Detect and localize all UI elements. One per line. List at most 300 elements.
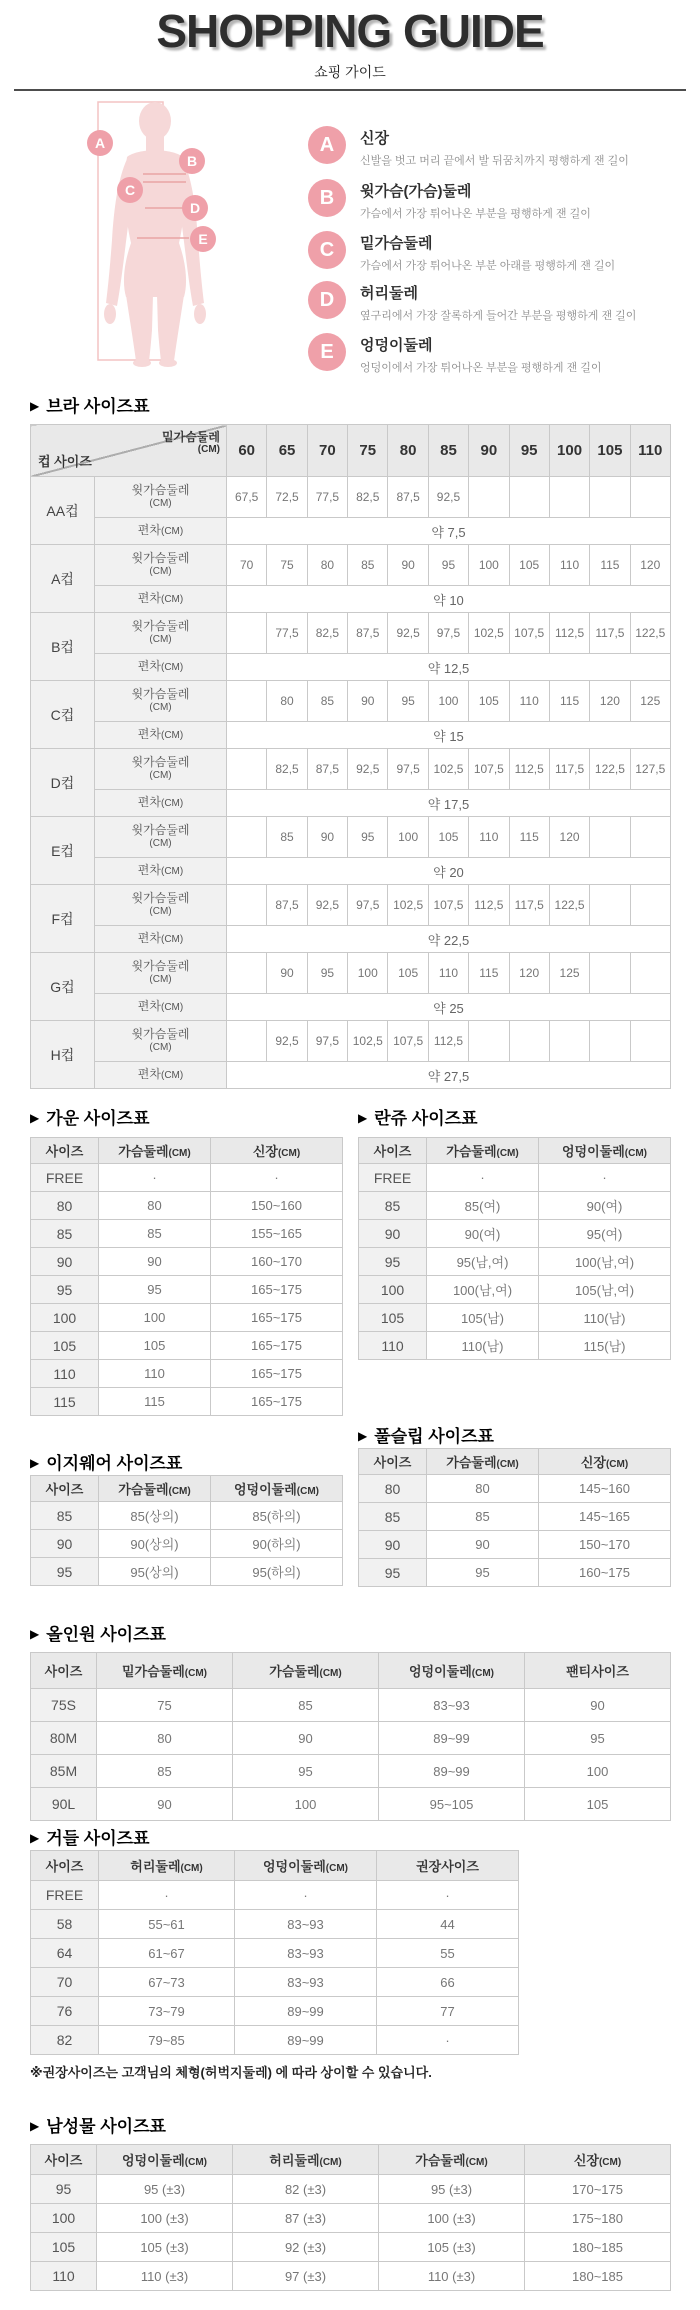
bust-value-cell: 110 bbox=[469, 817, 509, 858]
bust-value-cell: 90 bbox=[307, 817, 347, 858]
cup-deviation-row bbox=[31, 654, 671, 681]
measurement-desc: 가슴에서 가장 튀어나온 부분 아래를 평행하게 잰 길이 bbox=[360, 260, 616, 272]
cup-deviation-row bbox=[31, 1062, 671, 1089]
size-cell: 80 bbox=[359, 1475, 427, 1503]
band-size-header: 85 bbox=[428, 425, 468, 477]
value-cell: 75 bbox=[97, 1689, 233, 1722]
size-cell: 95 bbox=[359, 1248, 427, 1276]
cup-deviation-row bbox=[31, 722, 671, 749]
value-cell: 95 bbox=[99, 1276, 211, 1304]
band-size-header: 75 bbox=[348, 425, 388, 477]
mens-section-heading bbox=[30, 2112, 166, 2137]
value-cell: 55~61 bbox=[99, 1910, 235, 1939]
deviation-value-cell: 약 22,5 bbox=[227, 926, 671, 953]
value-cell: 80 bbox=[99, 1192, 211, 1220]
measurement-name: 밑가슴둘레 bbox=[360, 235, 433, 252]
measurement-desc: 옆구리에서 가장 잘록하게 들어간 부분을 평행하게 잰 길이 bbox=[360, 310, 637, 322]
cup-measure-row bbox=[31, 545, 671, 586]
value-cell: 110(남) bbox=[539, 1304, 671, 1332]
table-row bbox=[31, 1164, 343, 1192]
bust-value-cell: 82,5 bbox=[267, 749, 307, 790]
band-size-header: 60 bbox=[227, 425, 267, 477]
value-cell: 83~93 bbox=[235, 1939, 377, 1968]
row-label: 윗가슴둘레 (CM) bbox=[95, 545, 227, 586]
value-cell: 100 bbox=[525, 1755, 671, 1788]
size-cell: FREE bbox=[31, 1164, 99, 1192]
ranju-size-table bbox=[358, 1137, 671, 1360]
bust-value-cell: 100 bbox=[469, 545, 509, 586]
size-cell: 105 bbox=[359, 1304, 427, 1332]
bust-value-cell: 95 bbox=[428, 545, 468, 586]
measurement-badge-icon: C bbox=[308, 231, 346, 269]
size-cell: 95 bbox=[31, 1558, 99, 1586]
value-cell: 100 bbox=[233, 1788, 379, 1821]
cup-deviation-row bbox=[31, 790, 671, 817]
value-cell: 89~99 bbox=[235, 1997, 377, 2026]
table-row bbox=[31, 1276, 343, 1304]
fullslip-section-heading bbox=[358, 1422, 494, 1447]
bust-value-cell: 77,5 bbox=[267, 613, 307, 654]
value-cell: · bbox=[211, 1164, 343, 1192]
section-arrow-icon: ▶ bbox=[30, 1111, 40, 1125]
bust-value-cell: 97,5 bbox=[348, 885, 388, 926]
bust-value-cell: 125 bbox=[630, 681, 670, 722]
column-header: 엉덩이둘레(CM) bbox=[539, 1138, 671, 1164]
allinone-size-table bbox=[30, 1652, 671, 1821]
bust-value-cell: 107,5 bbox=[469, 749, 509, 790]
measurement-legend-item bbox=[308, 179, 688, 221]
value-cell: 79~85 bbox=[99, 2026, 235, 2055]
table-row bbox=[31, 1304, 343, 1332]
value-cell: 160~170 bbox=[211, 1248, 343, 1276]
value-cell: · bbox=[539, 1164, 671, 1192]
marker-e-icon: E bbox=[190, 226, 216, 252]
column-header: 사이즈 bbox=[359, 1138, 427, 1164]
bust-value-cell: 112,5 bbox=[428, 1021, 468, 1062]
column-header: 엉덩이둘레(CM) bbox=[211, 1476, 343, 1502]
value-cell: 180~185 bbox=[525, 2262, 671, 2291]
cup-measure-row bbox=[31, 477, 671, 518]
value-cell: 110 (±3) bbox=[97, 2262, 233, 2291]
value-cell: · bbox=[99, 1881, 235, 1910]
section-arrow-icon: ▶ bbox=[30, 1831, 40, 1845]
bust-value-cell: 100 bbox=[428, 681, 468, 722]
bust-value-cell: 87,5 bbox=[267, 885, 307, 926]
section-title: 이지웨어 사이즈표 bbox=[46, 1454, 183, 1473]
value-cell: 85(여) bbox=[427, 1192, 539, 1220]
column-header: 가슴둘레(CM) bbox=[427, 1449, 539, 1475]
size-cell: 90 bbox=[31, 1248, 99, 1276]
table-row bbox=[359, 1503, 671, 1531]
measurement-badge-icon: D bbox=[308, 281, 346, 319]
bust-value-cell: 107,5 bbox=[428, 885, 468, 926]
value-cell: 90(여) bbox=[427, 1220, 539, 1248]
bust-value-cell: 95 bbox=[388, 681, 428, 722]
bust-value-cell: 72,5 bbox=[267, 477, 307, 518]
body-measurement-diagram bbox=[0, 95, 700, 375]
marker-b-icon: B bbox=[179, 148, 205, 174]
size-cell: 64 bbox=[31, 1939, 99, 1968]
bust-value-cell bbox=[630, 885, 670, 926]
value-cell: 90(여) bbox=[539, 1192, 671, 1220]
deviation-value-cell: 약 27,5 bbox=[227, 1062, 671, 1089]
bust-value-cell bbox=[590, 477, 630, 518]
column-header: 가슴둘레(CM) bbox=[99, 1476, 211, 1502]
deviation-value-cell: 약 20 bbox=[227, 858, 671, 885]
band-size-header: 90 bbox=[469, 425, 509, 477]
value-cell: 95 bbox=[233, 1755, 379, 1788]
table-row bbox=[31, 1910, 519, 1939]
row-label: 윗가슴둘레 (CM) bbox=[95, 681, 227, 722]
row-label: 윗가슴둘레 (CM) bbox=[95, 749, 227, 790]
table-row bbox=[31, 2233, 671, 2262]
value-cell: 115(남) bbox=[539, 1332, 671, 1360]
section-arrow-icon: ▶ bbox=[358, 1429, 368, 1443]
column-header: 가슴둘레(CM) bbox=[379, 2145, 525, 2175]
bust-value-cell: 82,5 bbox=[307, 613, 347, 654]
cup-size-label: H컵 bbox=[31, 1021, 95, 1089]
bust-value-cell bbox=[630, 477, 670, 518]
column-header: 신장(CM) bbox=[539, 1449, 671, 1475]
table-row bbox=[359, 1248, 671, 1276]
bust-value-cell: 120 bbox=[549, 817, 589, 858]
size-cell: 90 bbox=[359, 1220, 427, 1248]
table-row bbox=[31, 1530, 343, 1558]
mens-table bbox=[30, 2144, 671, 2291]
table-row bbox=[359, 1332, 671, 1360]
measurement-desc: 신발을 벗고 머리 끝에서 발 뒤꿈치까지 평행하게 잰 길이 bbox=[360, 155, 629, 167]
size-cell: 90L bbox=[31, 1788, 97, 1821]
column-header: 사이즈 bbox=[31, 2145, 97, 2175]
size-cell: 90 bbox=[359, 1531, 427, 1559]
cup-size-label: D컵 bbox=[31, 749, 95, 817]
value-cell: 145~165 bbox=[539, 1503, 671, 1531]
allinone-table bbox=[30, 1652, 671, 1821]
bust-value-cell: 105 bbox=[509, 545, 549, 586]
table-row bbox=[31, 1755, 671, 1788]
column-header: 사이즈 bbox=[359, 1449, 427, 1475]
section-arrow-icon: ▶ bbox=[358, 1111, 368, 1125]
bust-value-cell bbox=[509, 1021, 549, 1062]
bust-value-cell: 85 bbox=[267, 817, 307, 858]
bust-value-cell bbox=[469, 477, 509, 518]
table-row bbox=[31, 1332, 343, 1360]
deviation-label: 편차(CM) bbox=[95, 858, 227, 885]
measurement-name: 윗가슴(가슴)둘레 bbox=[360, 183, 472, 200]
column-header: 가슴둘레(CM) bbox=[233, 1653, 379, 1689]
measurement-desc: 엉덩이에서 가장 튀어나온 부분을 평행하게 잰 길이 bbox=[360, 362, 602, 374]
value-cell: 92 (±3) bbox=[233, 2233, 379, 2262]
size-cell: 58 bbox=[31, 1910, 99, 1939]
bust-value-cell: 117,5 bbox=[509, 885, 549, 926]
bust-value-cell bbox=[630, 817, 670, 858]
table-row bbox=[359, 1559, 671, 1587]
value-cell: 105 (±3) bbox=[379, 2233, 525, 2262]
value-cell: 80 bbox=[97, 1722, 233, 1755]
mens-size-table bbox=[30, 2144, 671, 2291]
bust-value-cell: 115 bbox=[549, 681, 589, 722]
size-cell: 70 bbox=[31, 1968, 99, 1997]
band-size-header: 110 bbox=[630, 425, 670, 477]
size-cell: FREE bbox=[31, 1881, 99, 1910]
value-cell: 165~175 bbox=[211, 1332, 343, 1360]
bust-value-cell bbox=[227, 681, 267, 722]
column-header: 권장사이즈 bbox=[377, 1851, 519, 1881]
table-row bbox=[31, 2262, 671, 2291]
bust-value-cell: 102,5 bbox=[348, 1021, 388, 1062]
deviation-value-cell: 약 10 bbox=[227, 586, 671, 613]
bust-value-cell bbox=[227, 885, 267, 926]
bust-value-cell: 112,5 bbox=[549, 613, 589, 654]
section-title: 올인원 사이즈표 bbox=[46, 1625, 166, 1644]
table-row bbox=[359, 1164, 671, 1192]
value-cell: 100 bbox=[99, 1304, 211, 1332]
section-arrow-icon: ▶ bbox=[30, 1456, 40, 1470]
page-subtitle: 쇼핑 가이드 bbox=[314, 64, 386, 80]
column-header: 허리둘레(CM) bbox=[99, 1851, 235, 1881]
cup-measure-row bbox=[31, 817, 671, 858]
column-header: 가슴둘레(CM) bbox=[427, 1138, 539, 1164]
bust-value-cell: 117,5 bbox=[590, 613, 630, 654]
table-row bbox=[31, 1502, 343, 1530]
value-cell: 105 bbox=[99, 1332, 211, 1360]
bust-value-cell: 117,5 bbox=[549, 749, 589, 790]
table-row bbox=[31, 1968, 519, 1997]
value-cell: 83~93 bbox=[235, 1910, 377, 1939]
table-row bbox=[31, 1192, 343, 1220]
value-cell: 160~175 bbox=[539, 1559, 671, 1587]
bust-value-cell: 115 bbox=[509, 817, 549, 858]
size-cell: 100 bbox=[359, 1276, 427, 1304]
size-cell: 115 bbox=[31, 1388, 99, 1416]
section-arrow-icon: ▶ bbox=[30, 399, 40, 413]
column-header: 사이즈 bbox=[31, 1653, 97, 1689]
measurement-name: 엉덩이둘레 bbox=[360, 337, 433, 354]
cup-deviation-row bbox=[31, 518, 671, 545]
value-cell: 150~170 bbox=[539, 1531, 671, 1559]
table-row bbox=[359, 1304, 671, 1332]
ranju-section-heading bbox=[358, 1104, 478, 1129]
bust-value-cell bbox=[227, 817, 267, 858]
value-cell: 100(남,여) bbox=[427, 1276, 539, 1304]
size-cell: 110 bbox=[31, 1360, 99, 1388]
cup-size-label: A컵 bbox=[31, 545, 95, 613]
value-cell: 83~93 bbox=[379, 1689, 525, 1722]
value-cell: 77 bbox=[377, 1997, 519, 2026]
bust-value-cell: 105 bbox=[388, 953, 428, 994]
easywear-section-heading bbox=[30, 1449, 182, 1474]
bust-value-cell: 122,5 bbox=[549, 885, 589, 926]
cup-size-label: G컵 bbox=[31, 953, 95, 1021]
cup-size-label: B컵 bbox=[31, 613, 95, 681]
page-title: SHOPPING GUIDE bbox=[156, 5, 544, 57]
value-cell: 85 bbox=[233, 1689, 379, 1722]
bust-value-cell bbox=[630, 1021, 670, 1062]
band-size-header: 95 bbox=[509, 425, 549, 477]
deviation-label: 편차(CM) bbox=[95, 722, 227, 749]
bust-value-cell: 67,5 bbox=[227, 477, 267, 518]
bust-value-cell: 125 bbox=[549, 953, 589, 994]
bust-value-cell: 90 bbox=[388, 545, 428, 586]
row-label: 윗가슴둘레 (CM) bbox=[95, 953, 227, 994]
value-cell: 85 bbox=[97, 1755, 233, 1788]
bust-value-cell: 87,5 bbox=[307, 749, 347, 790]
band-cup-corner-header bbox=[31, 425, 227, 477]
cup-size-label: F컵 bbox=[31, 885, 95, 953]
value-cell: 165~175 bbox=[211, 1276, 343, 1304]
deviation-label: 편차(CM) bbox=[95, 654, 227, 681]
value-cell: 85(하의) bbox=[211, 1502, 343, 1530]
value-cell: 85(상의) bbox=[99, 1502, 211, 1530]
value-cell: 165~175 bbox=[211, 1360, 343, 1388]
measurement-badge-icon: A bbox=[308, 126, 346, 164]
value-cell: 83~93 bbox=[235, 1968, 377, 1997]
value-cell: · bbox=[235, 1881, 377, 1910]
value-cell: 115 bbox=[99, 1388, 211, 1416]
table-row bbox=[31, 1881, 519, 1910]
fullslip-table bbox=[358, 1448, 671, 1587]
measurement-name: 신장 bbox=[360, 130, 389, 147]
value-cell: 95(남,여) bbox=[427, 1248, 539, 1276]
bust-value-cell: 122,5 bbox=[590, 749, 630, 790]
bust-value-cell: 120 bbox=[590, 681, 630, 722]
value-cell: 85 bbox=[99, 1220, 211, 1248]
table-row bbox=[359, 1192, 671, 1220]
gown-section-heading bbox=[30, 1104, 150, 1129]
cup-measure-row bbox=[31, 953, 671, 994]
cup-measure-row bbox=[31, 749, 671, 790]
table-row bbox=[31, 2175, 671, 2204]
table-row bbox=[31, 1939, 519, 1968]
band-size-header: 105 bbox=[590, 425, 630, 477]
fullslip-size-table bbox=[358, 1448, 671, 1587]
deviation-label: 편차(CM) bbox=[95, 1062, 227, 1089]
table-row bbox=[359, 1475, 671, 1503]
bust-value-cell: 97,5 bbox=[428, 613, 468, 654]
size-cell: 105 bbox=[31, 1332, 99, 1360]
value-cell: 67~73 bbox=[99, 1968, 235, 1997]
size-cell: 76 bbox=[31, 1997, 99, 2026]
bust-value-cell: 105 bbox=[469, 681, 509, 722]
cup-size-label: E컵 bbox=[31, 817, 95, 885]
table-row bbox=[31, 1722, 671, 1755]
row-label: 윗가슴둘레 (CM) bbox=[95, 885, 227, 926]
cup-measure-row bbox=[31, 885, 671, 926]
value-cell: 80 bbox=[427, 1475, 539, 1503]
table-row bbox=[359, 1276, 671, 1304]
deviation-value-cell: 약 7,5 bbox=[227, 518, 671, 545]
bust-value-cell: 127,5 bbox=[630, 749, 670, 790]
value-cell: · bbox=[377, 1881, 519, 1910]
value-cell: 95(여) bbox=[539, 1220, 671, 1248]
band-size-header: 65 bbox=[267, 425, 307, 477]
size-cell: 105 bbox=[31, 2233, 97, 2262]
measurement-legend-item bbox=[308, 281, 688, 323]
bust-value-cell: 100 bbox=[348, 953, 388, 994]
cup-measure-row bbox=[31, 681, 671, 722]
table-row bbox=[31, 1220, 343, 1248]
bust-value-cell bbox=[549, 477, 589, 518]
value-cell: 89~99 bbox=[235, 2026, 377, 2055]
value-cell: 61~67 bbox=[99, 1939, 235, 1968]
ranju-table bbox=[358, 1137, 671, 1360]
value-cell: 90 bbox=[97, 1788, 233, 1821]
value-cell: 100 (±3) bbox=[379, 2204, 525, 2233]
bust-value-cell: 120 bbox=[509, 953, 549, 994]
value-cell: 170~175 bbox=[525, 2175, 671, 2204]
easywear-size-table bbox=[30, 1475, 343, 1586]
column-header: 밑가슴둘레(CM) bbox=[97, 1653, 233, 1689]
girdle-size-table bbox=[30, 1850, 519, 2055]
column-header: 신장(CM) bbox=[525, 2145, 671, 2175]
corner-top-label: 밑가슴둘레 (CM) bbox=[162, 430, 220, 456]
bust-value-cell: 70 bbox=[227, 545, 267, 586]
size-cell: 95 bbox=[359, 1559, 427, 1587]
bust-value-cell: 115 bbox=[590, 545, 630, 586]
value-cell: 150~160 bbox=[211, 1192, 343, 1220]
size-cell: 110 bbox=[31, 2262, 97, 2291]
value-cell: 105(남,여) bbox=[539, 1276, 671, 1304]
bra-section-heading bbox=[30, 392, 150, 417]
bust-value-cell: 110 bbox=[549, 545, 589, 586]
bust-value-cell: 102,5 bbox=[469, 613, 509, 654]
bust-value-cell: 110 bbox=[428, 953, 468, 994]
row-label: 윗가슴둘레 (CM) bbox=[95, 613, 227, 654]
bust-value-cell: 75 bbox=[267, 545, 307, 586]
value-cell: 95(하의) bbox=[211, 1558, 343, 1586]
size-cell: 80 bbox=[31, 1192, 99, 1220]
column-header: 가슴둘레(CM) bbox=[99, 1138, 211, 1164]
row-label: 윗가슴둘레 (CM) bbox=[95, 477, 227, 518]
table-row bbox=[31, 2204, 671, 2233]
column-header: 엉덩이둘레(CM) bbox=[379, 1653, 525, 1689]
size-cell: 100 bbox=[31, 1304, 99, 1332]
bust-value-cell: 77,5 bbox=[307, 477, 347, 518]
value-cell: 95 bbox=[525, 1722, 671, 1755]
table-row bbox=[31, 1248, 343, 1276]
bust-value-cell: 97,5 bbox=[388, 749, 428, 790]
size-cell: 90 bbox=[31, 1530, 99, 1558]
section-title: 풀슬립 사이즈표 bbox=[374, 1427, 494, 1446]
section-arrow-icon: ▶ bbox=[30, 1627, 40, 1641]
bust-value-cell: 122,5 bbox=[630, 613, 670, 654]
bust-value-cell: 107,5 bbox=[388, 1021, 428, 1062]
bust-value-cell: 92,5 bbox=[428, 477, 468, 518]
value-cell: 89~99 bbox=[379, 1722, 525, 1755]
marker-a-icon: A bbox=[87, 130, 113, 156]
deviation-value-cell: 약 17,5 bbox=[227, 790, 671, 817]
marker-d-icon: D bbox=[182, 195, 208, 221]
girdle-section-heading bbox=[30, 1824, 150, 1849]
bust-value-cell: 85 bbox=[348, 545, 388, 586]
easywear-table bbox=[30, 1475, 343, 1586]
cup-deviation-row bbox=[31, 926, 671, 953]
measurement-name: 허리둘레 bbox=[360, 285, 418, 302]
column-header: 허리둘레(CM) bbox=[233, 2145, 379, 2175]
value-cell: 95~105 bbox=[379, 1788, 525, 1821]
bust-value-cell: 85 bbox=[307, 681, 347, 722]
bust-value-cell: 95 bbox=[307, 953, 347, 994]
table-row bbox=[31, 1360, 343, 1388]
value-cell: 90 bbox=[427, 1531, 539, 1559]
table-row bbox=[31, 1388, 343, 1416]
section-title: 란쥬 사이즈표 bbox=[374, 1109, 478, 1128]
bust-value-cell bbox=[630, 953, 670, 994]
bust-value-cell: 105 bbox=[428, 817, 468, 858]
band-size-header: 100 bbox=[549, 425, 589, 477]
value-cell: 100(남,여) bbox=[539, 1248, 671, 1276]
cup-deviation-row bbox=[31, 858, 671, 885]
